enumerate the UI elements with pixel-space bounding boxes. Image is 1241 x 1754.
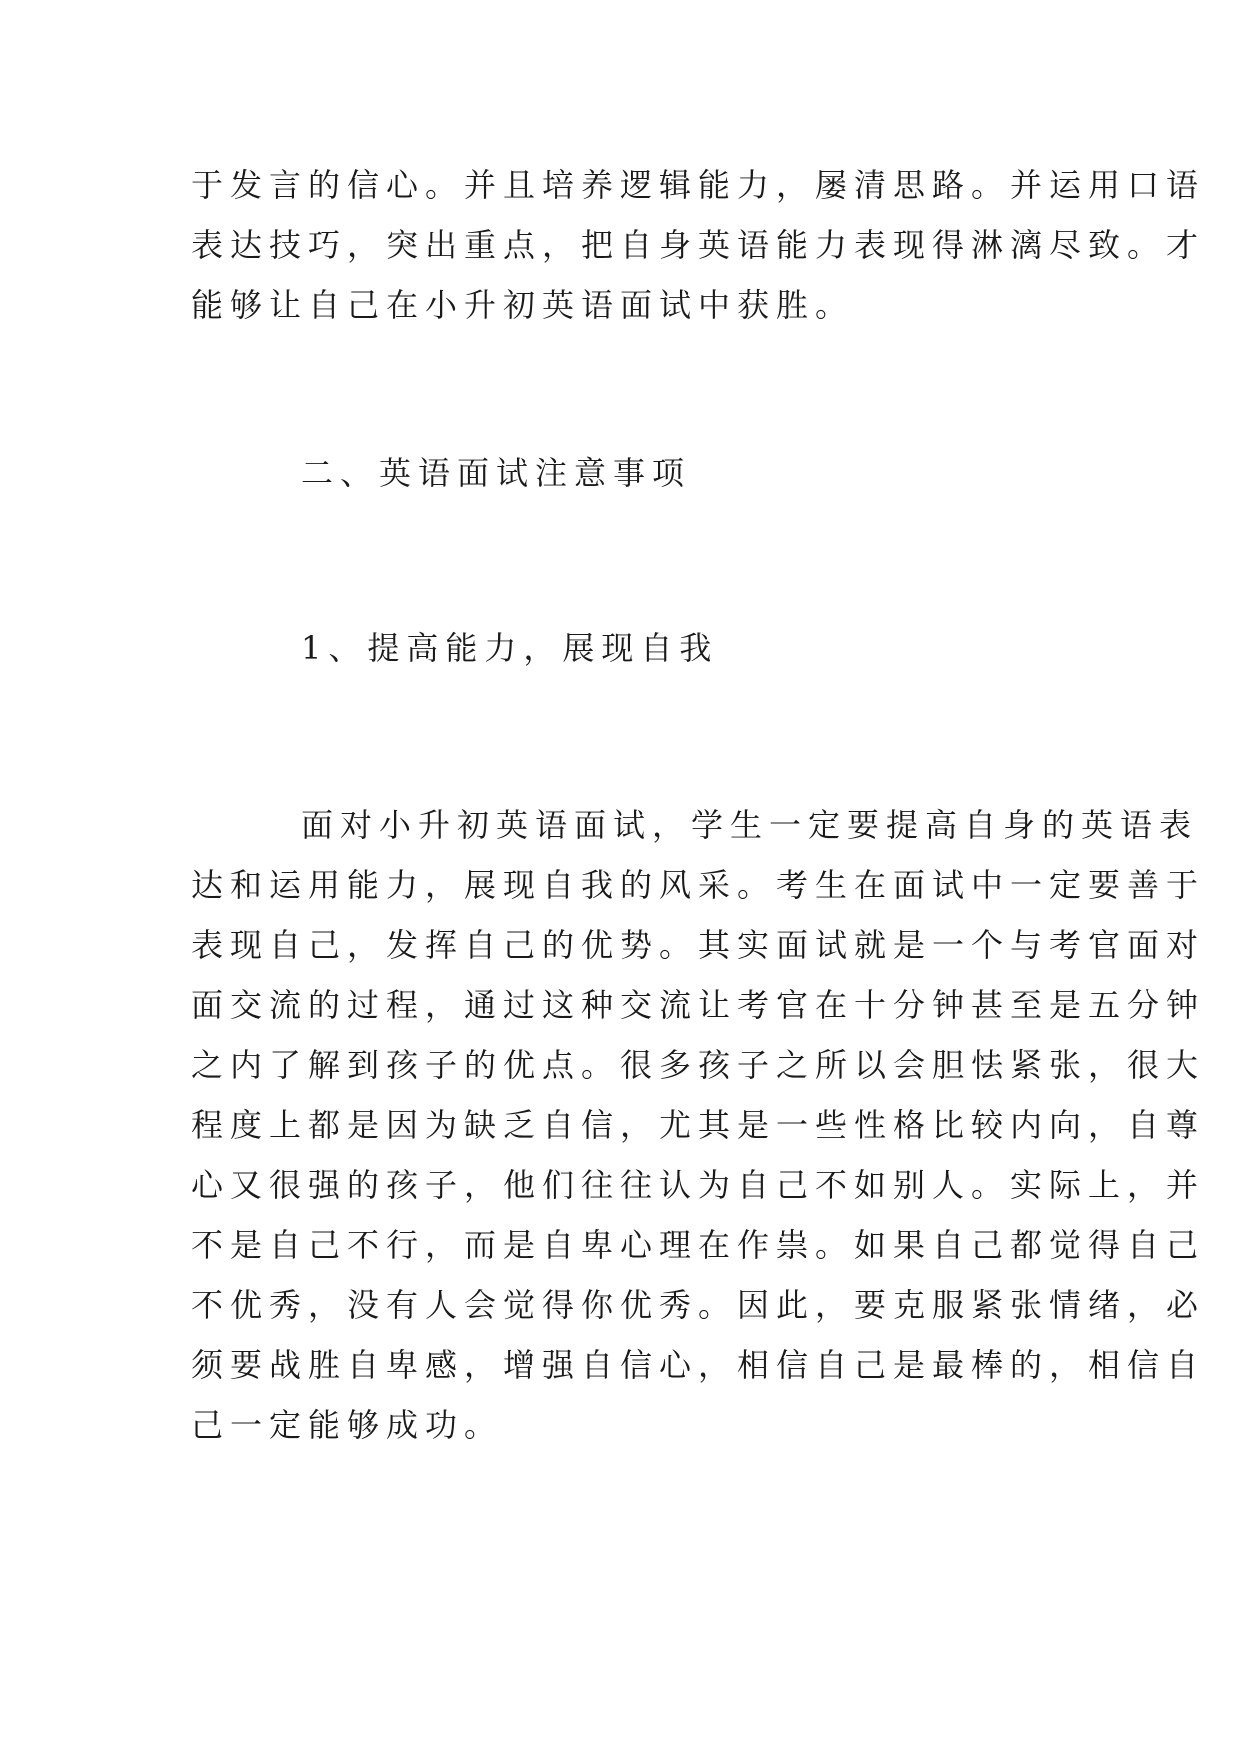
text-line: 于发言的信心。并且培养逻辑能力，屡清思路。并运用口语: [191, 166, 1206, 204]
text-line: 之内了解到孩子的优点。很多孩子之所以会胆怯紧张，很大: [191, 1046, 1206, 1084]
text-line: 不优秀，没有人会觉得你优秀。因此，要克服紧张情绪，必: [191, 1286, 1206, 1324]
text-line: 能够让自己在小升初英语面试中获胜。: [191, 286, 855, 324]
text-line: 面对小升初英语面试，学生一定要提高自身的英语表: [301, 806, 1199, 844]
text-line: 表达技巧，突出重点，把自身英语能力表现得淋漓尽致。才: [191, 226, 1206, 264]
text-line: 达和运用能力，展现自我的风采。考生在面试中一定要善于: [191, 866, 1206, 904]
subsection-heading: 1、提高能力，展现自我: [301, 629, 719, 667]
text-line: 面交流的过程，通过这种交流让考官在十分钟甚至是五分钟: [191, 986, 1206, 1024]
text-line: 程度上都是因为缺乏自信，尤其是一些性格比较内向，自尊: [191, 1106, 1206, 1144]
text-line: 心又很强的孩子，他们往往认为自己不如别人。实际上，并: [191, 1166, 1206, 1204]
text-line: 己一定能够成功。: [191, 1406, 504, 1444]
text-line: 须要战胜自卑感，增强自信心，相信自己是最棒的，相信自: [191, 1346, 1206, 1384]
text-line: 不是自己不行，而是自卑心理在作祟。如果自己都觉得自己: [191, 1226, 1206, 1264]
section-heading: 二、英语面试注意事项: [301, 454, 692, 492]
text-line: 表现自己，发挥自己的优势。其实面试就是一个与考官面对: [191, 926, 1206, 964]
